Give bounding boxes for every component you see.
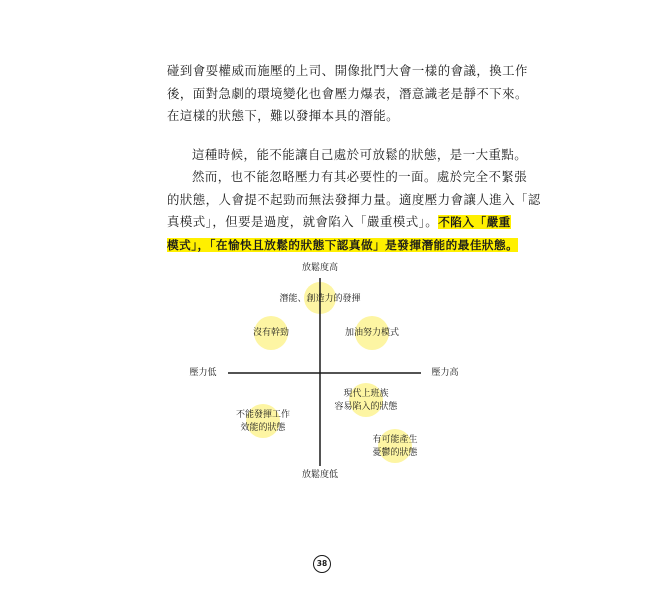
label-line: 效能的狀態 — [240, 423, 286, 433]
page-number: 38 — [313, 555, 331, 573]
axis-label-top: 放鬆度高 — [301, 263, 338, 273]
axis-label-bottom: 放鬆度低 — [301, 470, 338, 480]
text-line: 然而，也不能忽略壓力有其必要性的一面。處於完全不緊張 — [192, 169, 528, 184]
point-label-no-motivation: 沒有幹勁 — [252, 328, 289, 338]
label-line: 容易陷入的狀態 — [334, 402, 398, 412]
highlighted-text: 模式」，「在愉快且放鬆的狀態下認真做」是發揮潛能的最佳狀態。 — [167, 237, 519, 252]
text-line: 這種時候，能不能讓自己處於可放鬆的狀態，是一大重點。 — [192, 147, 528, 162]
text-line: 在這樣的狀態下，難以發揮本具的潛能。 — [167, 108, 400, 123]
point-label-office-worker — [316, 388, 416, 414]
point-label-effort-mode: 加油努力模式 — [344, 328, 399, 338]
label-line: 有可能產生 — [372, 435, 418, 445]
label-line: 現代上班族 — [343, 389, 389, 399]
label-line: 不能發揮工作 — [235, 410, 290, 420]
text-line: 的狀態，人會提不起勁而無法發揮力量。適度壓力會讓人進入「認 — [167, 191, 541, 207]
point-label-ineffective — [218, 409, 308, 435]
text-segment: 真模式」，但要是過度，就會陷入「嚴重模式」。 — [167, 214, 439, 229]
label-line: 憂鬱的狀態 — [372, 448, 418, 458]
point-label-creativity: 潛能、創造力的發揮 — [279, 294, 361, 304]
text-line: 後，面對急劇的環境變化也會壓力爆表，潛意識老是靜不下來。 — [167, 85, 528, 101]
axis-label-left: 壓力低 — [189, 368, 217, 378]
point-label-depression — [355, 434, 435, 460]
highlighted-text: 不陷入「嚴重 — [438, 215, 511, 229]
axis-label-right: 壓力高 — [431, 368, 459, 378]
text-line: 碰到會耍權威而施壓的上司、開像批鬥大會一樣的會議，換工作 — [167, 63, 528, 78]
